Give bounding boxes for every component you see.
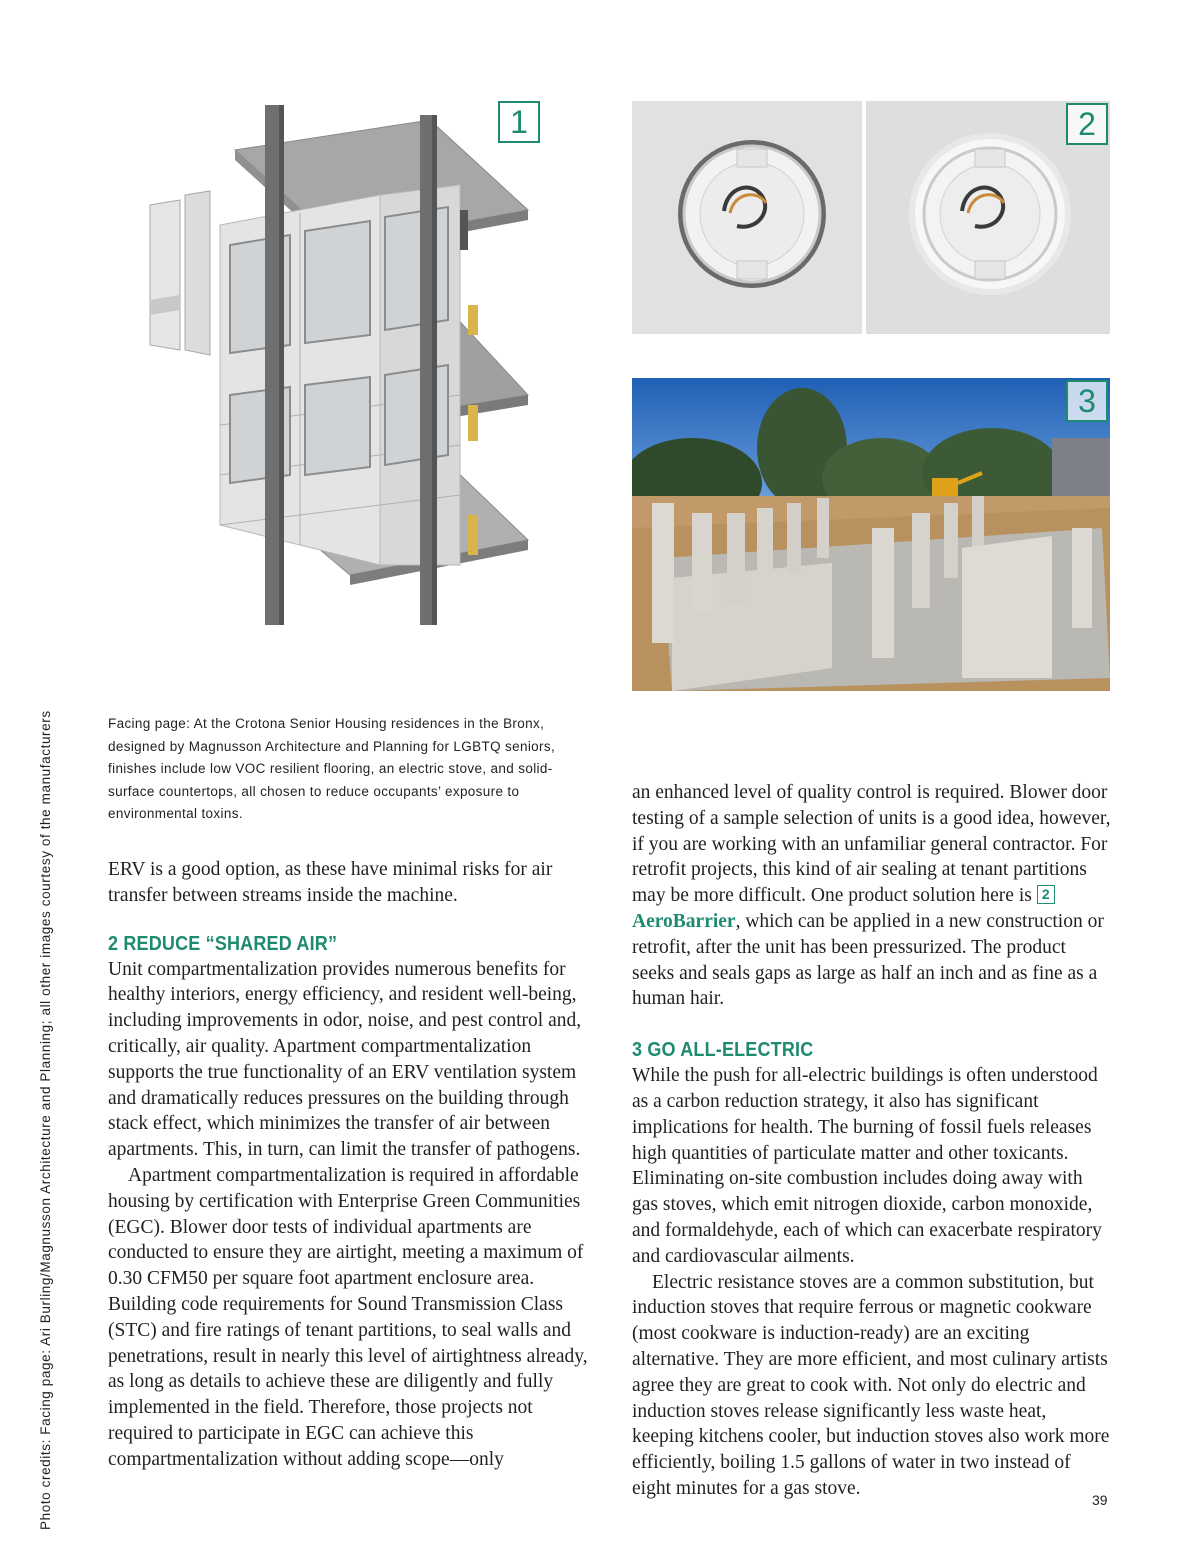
body-paragraph xyxy=(632,780,1112,1012)
junction-box-photos-figure xyxy=(632,101,1110,334)
section-heading-go-all-electric: 3 GO ALL-ELECTRIC xyxy=(632,1039,814,1062)
body-paragraph: While the push for all-electric buildings is often understood as a carbon reduction strategy, it also has significant implications for health. The burning of fossil fuels releases high quantities of particulate matter and other toxicants. Eliminating on-site combustion includes doing away with gas stoves, which emit nitrogen dioxide, carbon monoxide, and formaldehyde, each of which can exacerbate respiratory and cardiovascular ailments. xyxy=(632,1065,1102,1267)
construction-site-photo xyxy=(632,378,1110,691)
facade-diagram-figure xyxy=(130,95,550,655)
figure-number-badge: 2 xyxy=(1066,103,1108,145)
product-name-aerobarrier: AeroBarrier xyxy=(632,910,736,932)
body-paragraph: Unit compartmentalization provides numerous benefits for healthy interiors, energy efficiency, and resident well-being, including improvements in odor, noise, and pest control and, critically, air quality. Apartment compartmentalization supports the true functionality of an ERV ventilation system and dramatically reduces pressures on the building through stack effect, which minimizes the transfer of air between apartments. This, in turn, can limit the transfer of pathogens. xyxy=(108,958,582,1161)
body-text: an enhanced level of quality control is required. Blower door testing of a sample selection of units is a good idea, however, if you are working with an unfamiliar general contractor. For retrofit projects, this kind of air sealing at tenant partitions may be more difficult. One product solution here is xyxy=(632,782,1111,907)
figure-number-badge: 1 xyxy=(498,101,540,143)
figure-number-badge: 3 xyxy=(1066,380,1108,422)
facade-diagram-illustration xyxy=(130,95,550,655)
section-heading-reduce-shared-air: 2 REDUCE “SHARED AIR” xyxy=(108,932,338,955)
left-text-column xyxy=(108,857,590,1473)
page-number: 39 xyxy=(1092,1492,1108,1508)
right-text-column xyxy=(632,780,1112,1502)
construction-site-photo-figure xyxy=(632,378,1110,691)
photo-caption: Facing page: At the Crotona Senior Housing residences in the Bronx, designed by Magnusson Architecture and Planning for LGBTQ seniors, finishes include low VOC resilient flooring, an electric stove, and solid-surface countertops, all chosen to reduce occupants’ exposure to environmental toxins. xyxy=(108,716,556,821)
intro-paragraph: ERV is a good option, as these have minimal risks for air transfer between streams inside the machine. xyxy=(108,859,553,906)
photo-credits: Photo credits: Facing page: Ari Burling/Magnusson Architecture and Planning; all other images courtesy of the manufacturers xyxy=(38,710,53,1530)
junction-box-photos xyxy=(632,101,1110,334)
body-paragraph: Apartment compartmentalization is required in affordable housing by certification with Enterprise Green Communities (EGC). Blower door tests of individual apartments are conducted to ensure they are airtight, meeting a maximum of 0.30 CFM50 per square foot apartment enclosure area. Building code requirements for Sound Transmission Class (STC) and fire ratings of tenant partitions, to seal walls and penetrations, result in nearly this level of airtightness already, as long as details to achieve these are diligently and fully implemented in the field. Therefore, those projects not required to participate in EGC can achieve this compartmentalization without adding scope—only xyxy=(108,1164,588,1470)
body-paragraph: Electric resistance stoves are a common substitution, but induction stoves that require ferrous or magnetic cookware (most cookware is induction-ready) are an exciting alternative. They are more efficient, and most culinary artists agree they are great to cook with. Not only do electric and induction stoves release significantly less waste heat, keeping kitchens cooler, but induction stoves also work more efficiently, boiling 1.5 gallons of water in two instead of eight minutes for a gas stove. xyxy=(632,1271,1110,1499)
figure-reference-badge: 2 xyxy=(1037,885,1055,904)
body-text: , which can be applied in a new construction or retrofit, after the unit has been pressurized. The product seeks and seals gaps as large as half an inch and as fine as a human hair. xyxy=(632,910,1104,1010)
